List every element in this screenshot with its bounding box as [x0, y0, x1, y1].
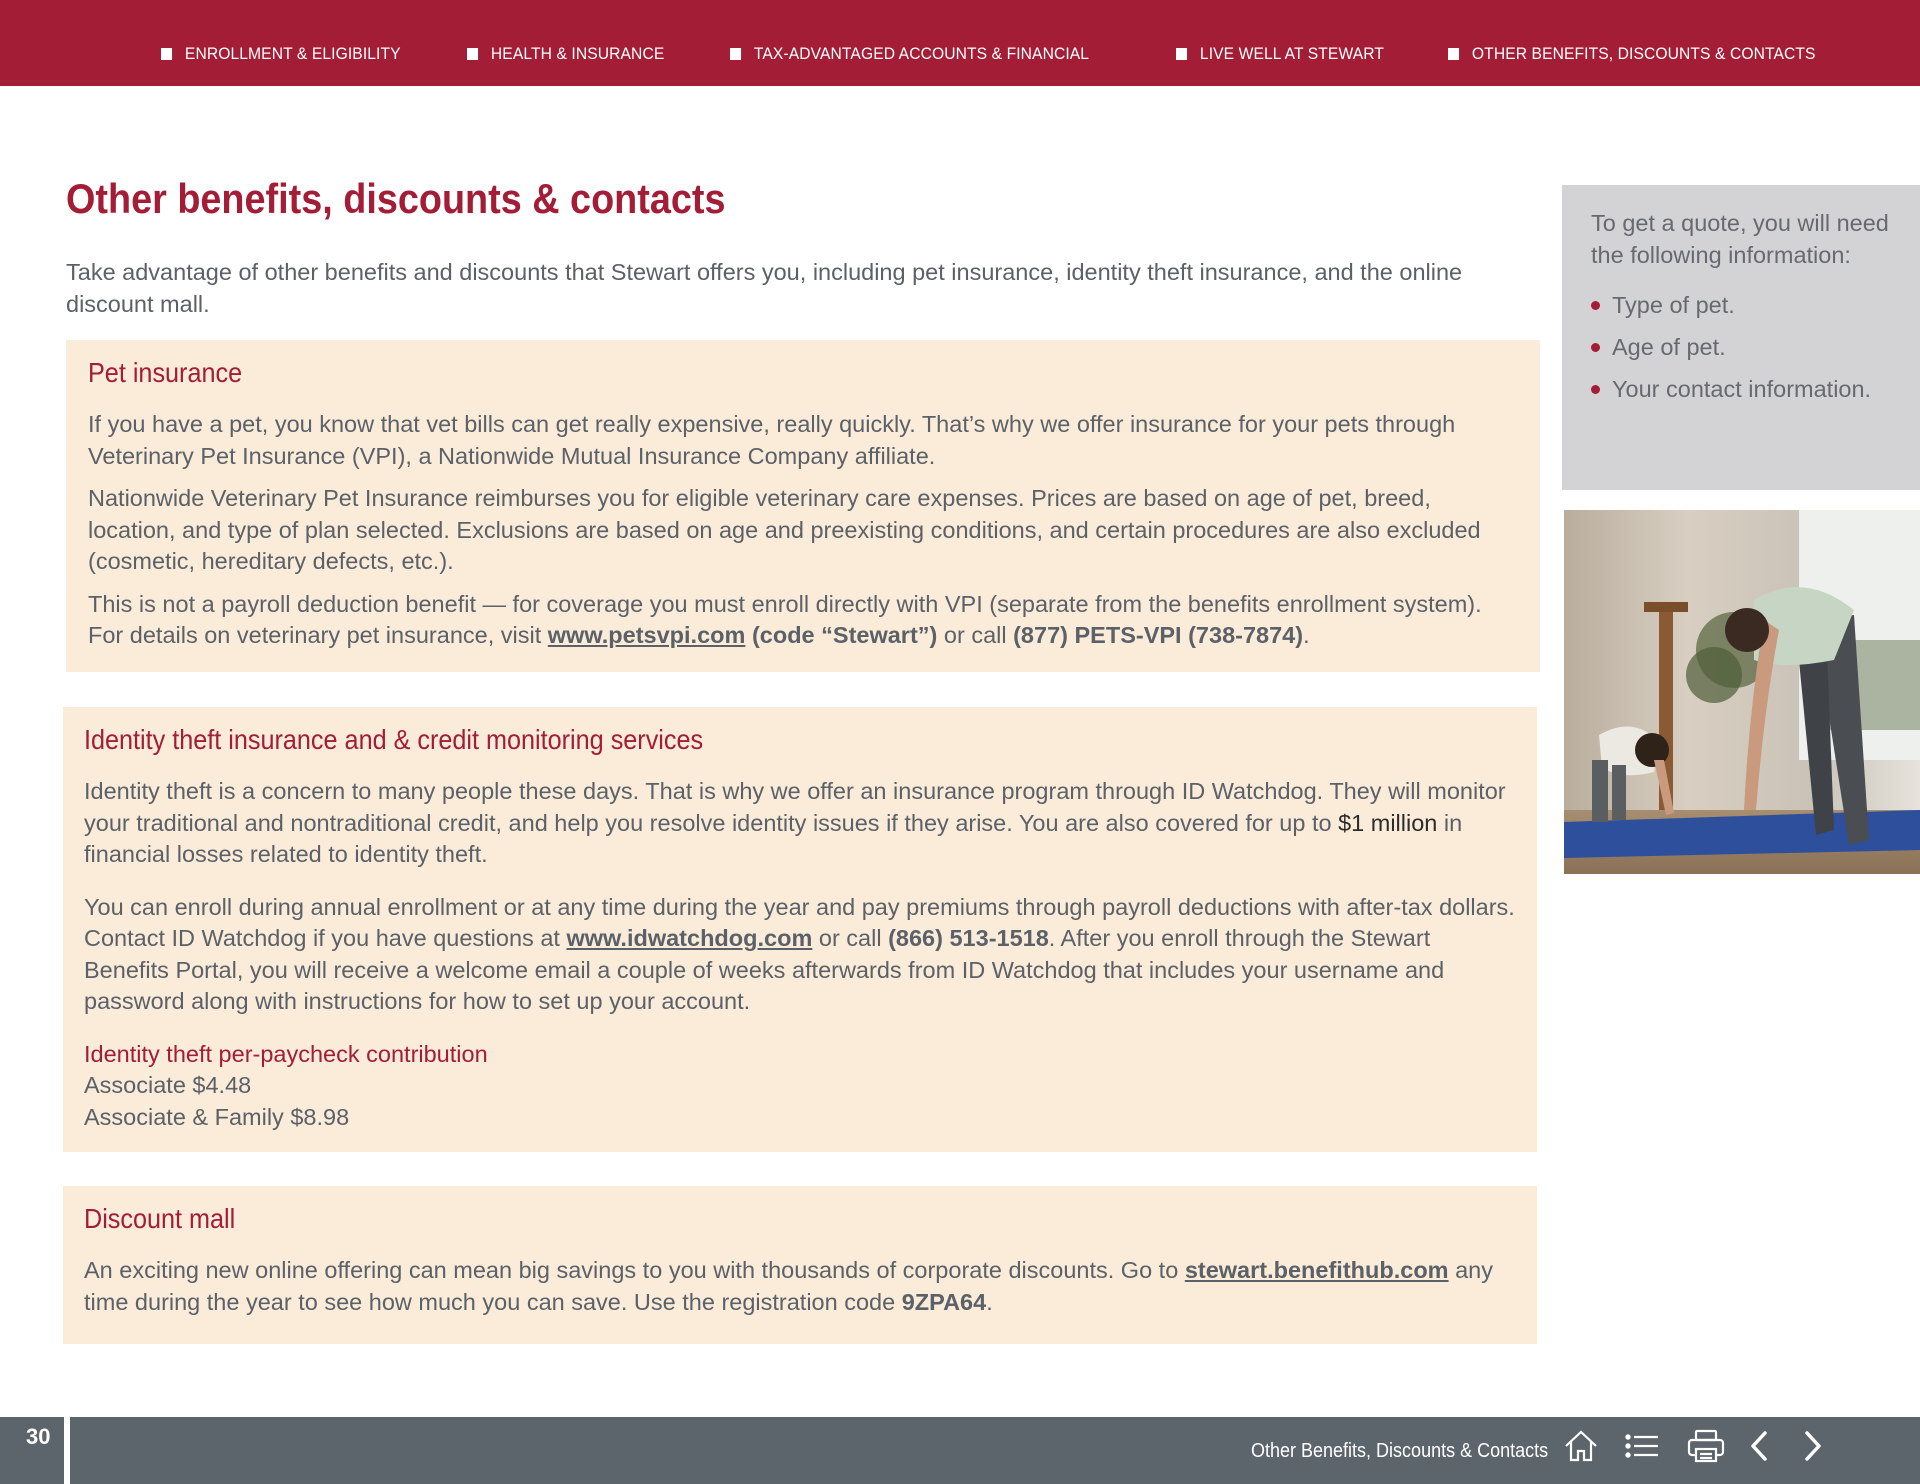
idwatchdog-link[interactable]: www.idwatchdog.com — [566, 925, 813, 951]
identity-theft-title: Identity theft insurance and & credit monitoring services — [84, 724, 704, 755]
list-item: Age of pet. — [1591, 331, 1894, 363]
home-icon[interactable] — [1561, 1426, 1601, 1466]
page-title: Other benefits, discounts & contacts — [66, 175, 726, 222]
chevron-left-icon[interactable] — [1740, 1426, 1780, 1466]
yoga-photo-illustration — [1564, 510, 1920, 874]
quote-info-sidebar — [1562, 185, 1920, 490]
pet-code: (code “Stewart”) — [751, 622, 938, 648]
registration-code: 9ZPA64 — [901, 1288, 987, 1315]
chevron-right-icon[interactable] — [1792, 1426, 1832, 1466]
pet-insurance-paragraph-3: This is not a payroll deduction benefit — for coverage you must enroll directly with VPI (separate from the benefits enrollment system). For details on veterinary pet insurance, visit www.petsvpi.com (code “Stewart”) or call (877) PETS-VPI (738-7874). — [88, 590, 1482, 648]
contribution-associate: Associate $4.48 — [84, 1072, 252, 1098]
identity-theft-paragraph-1: Identity theft is a concern to many people these days. That is why we offer an insurance program through ID Watchdog. They will monitor your traditional and nontraditional credit, and help you resolve identity issues if they arise. You are also covered for up to $1 million in financial losses related to identity theft. — [84, 778, 1506, 867]
bullet-icon — [1591, 301, 1600, 310]
pet-insurance-paragraph-1: If you have a pet, you know that vet bills can get really expensive, really quickly. That’s why we offer insurance for your pets through Veterinary Pet Insurance (VPI), a Nationwide Mutual Insurance Company affiliate. — [88, 411, 1456, 469]
nav-item-enrollment[interactable] — [161, 44, 401, 64]
benefithub-link[interactable]: stewart.benefithub.com — [1184, 1257, 1449, 1283]
coverage-amount: $1 million — [1338, 809, 1438, 836]
discount-mall-panel — [63, 1186, 1537, 1344]
nav-item-label: OTHER BENEFITS, DISCOUNTS & CONTACTS — [1471, 44, 1816, 63]
pet-insurance-title: Pet insurance — [88, 357, 243, 388]
list-item: Your contact information. — [1591, 373, 1894, 405]
yoga-photo — [1564, 510, 1920, 874]
square-bullet-icon — [730, 48, 741, 60]
nav-item-live-well[interactable] — [1176, 44, 1384, 64]
nav-item-label: TAX-ADVANTAGED ACCOUNTS & FINANCIAL — [753, 44, 1090, 63]
pet-phone: (877) PETS-VPI (738-7874) — [1013, 622, 1304, 648]
square-bullet-icon — [1448, 48, 1459, 60]
sidebar-intro: To get a quote, you will need the following information: — [1591, 210, 1889, 268]
square-bullet-icon — [1176, 48, 1187, 60]
idwatchdog-phone: (866) 513-1518 — [888, 925, 1049, 951]
square-bullet-icon — [161, 48, 172, 60]
bullet-icon — [1591, 385, 1600, 394]
bullet-icon — [1591, 343, 1600, 352]
pet-insurance-panel — [66, 340, 1540, 672]
nav-item-label: LIVE WELL AT STEWART — [1199, 44, 1384, 63]
list-item: Type of pet. — [1591, 289, 1894, 321]
nav-item-other-benefits[interactable] — [1448, 44, 1816, 64]
pet-insurance-paragraph-2: Nationwide Veterinary Pet Insurance reimburses you for eligible veterinary care expenses. Prices are based on age of pet, breed, location, and type of plan selected. Exclusions are based on age and preexisting conditions, and certain procedures are also excluded (cosmetic, hereditary defects, etc.). — [88, 485, 1481, 574]
list-icon[interactable] — [1622, 1426, 1662, 1466]
discount-mall-paragraph: An exciting new online offering can mean big savings to you with thousands of corporate discounts. Go to stewart.benefithub.com any time during the year to see how much you can save. Use the registration code 9ZPA64. — [84, 1257, 1493, 1315]
nav-item-health[interactable] — [467, 44, 664, 64]
discount-mall-title: Discount mall — [84, 1203, 236, 1234]
petsvpi-link[interactable]: www.petsvpi.com — [547, 622, 746, 648]
contribution-associate-family: Associate & Family $8.98 — [84, 1103, 350, 1130]
nav-item-label: HEALTH & INSURANCE — [490, 44, 665, 63]
identity-theft-paragraph-2: You can enroll during annual enrollment or at any time during the year and pay premiums through payroll deductions with after-tax dollars. Contact ID Watchdog if you have questions at www.idwatchdog.com or call (866) 513-1518. After you enroll through the Stewart Benefits Portal, you will receive a welcome email a couple of weeks afterwards from ID Watchdog that includes your username and password along with instructions for how to set up your account. — [84, 893, 1515, 1014]
nav-item-tax-advantaged[interactable] — [730, 44, 1089, 64]
page-intro: Take advantage of other benefits and discounts that Stewart offers you, including pet insurance, identity theft insurance, and the online discount mall. — [66, 259, 1463, 317]
top-navigation-bar — [0, 0, 1920, 86]
contribution-heading: Identity theft per-paycheck contribution — [84, 1040, 488, 1067]
footer-section-title: Other Benefits, Discounts & Contacts — [1251, 1440, 1549, 1462]
identity-theft-panel — [63, 707, 1537, 1152]
page-number: 30 — [26, 1424, 51, 1449]
square-bullet-icon — [467, 48, 478, 60]
print-icon[interactable] — [1686, 1426, 1726, 1466]
quote-requirements-list — [1591, 289, 1894, 405]
nav-item-label: ENROLLMENT & ELIGIBILITY — [184, 44, 401, 63]
footer-divider — [64, 1417, 70, 1484]
